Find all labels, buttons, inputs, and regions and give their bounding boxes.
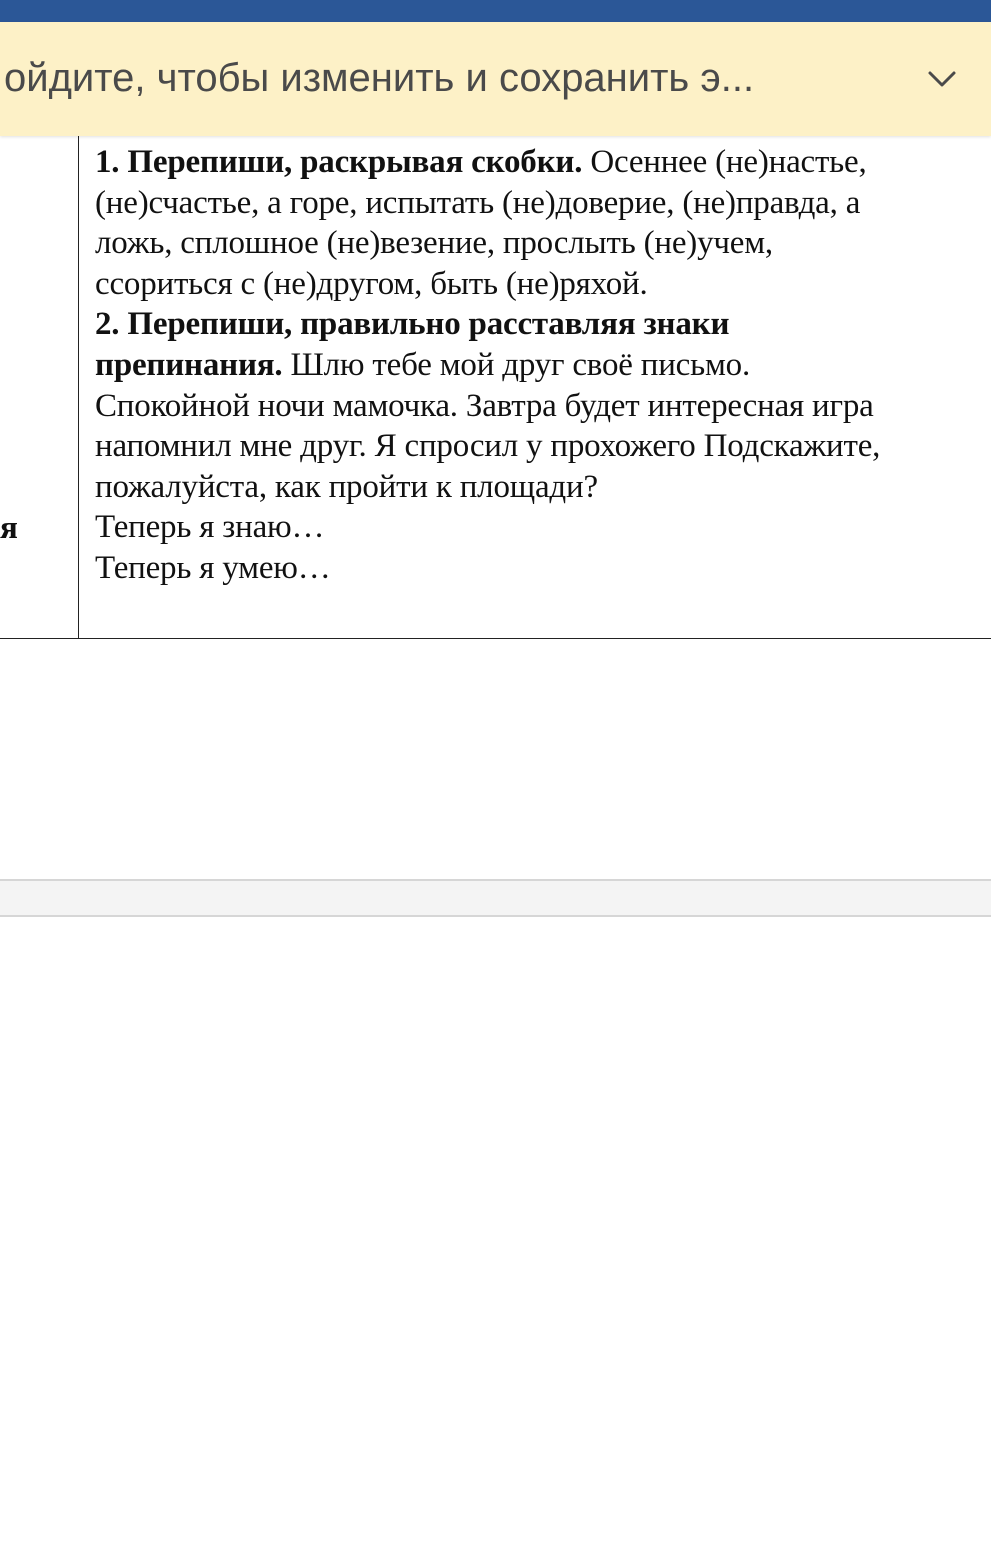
task-cell	[95, 142, 988, 589]
left-cell-text: я	[0, 510, 18, 546]
chevron-down-icon[interactable]	[918, 55, 966, 103]
task1-line4: ссориться с (не)другом, быть (не)ряхой.	[95, 265, 648, 302]
task2-line2	[95, 345, 988, 386]
task1-line3: ложь, сплошное (не)везение, прослыть (не)учем,	[95, 225, 773, 262]
task1-heading: 1. Перепиши, раскрывая скобки.	[95, 144, 583, 180]
task1-line2: (не)счастье, а горе, испытать (не)доверие, (не)правда, а	[95, 184, 861, 221]
window-top-bar	[0, 0, 991, 22]
table-column-divider	[78, 136, 79, 639]
task2-heading-part1: 2. Перепиши, правильно расставляя знаки	[95, 306, 730, 343]
document-page	[0, 136, 991, 639]
page-separator	[0, 879, 991, 917]
signin-banner[interactable]	[0, 22, 991, 136]
task2-line4: напомнил мне друг. Я спросил у прохожего Подскажите,	[95, 428, 881, 465]
task2-heading-part2: препинания.	[95, 346, 283, 383]
task1-text: Осеннее (не)настье,	[582, 144, 867, 180]
task2-text: Шлю тебе мой друг своё письмо.	[282, 346, 751, 383]
reflection-line2: Теперь я умею…	[95, 549, 331, 586]
task2-heading-line1	[95, 304, 988, 345]
reflection-line1: Теперь я знаю…	[95, 509, 325, 546]
table-bottom-border	[0, 638, 991, 639]
task2-line5: пожалуйста, как пройти к площади?	[95, 468, 598, 505]
task2-line3: Спокойной ночи мамочка. Завтра будет интересная игра	[95, 387, 874, 424]
banner-message[interactable]: ойдите, чтобы изменить и сохранить э...	[4, 56, 755, 100]
task1-line1	[95, 142, 988, 183]
